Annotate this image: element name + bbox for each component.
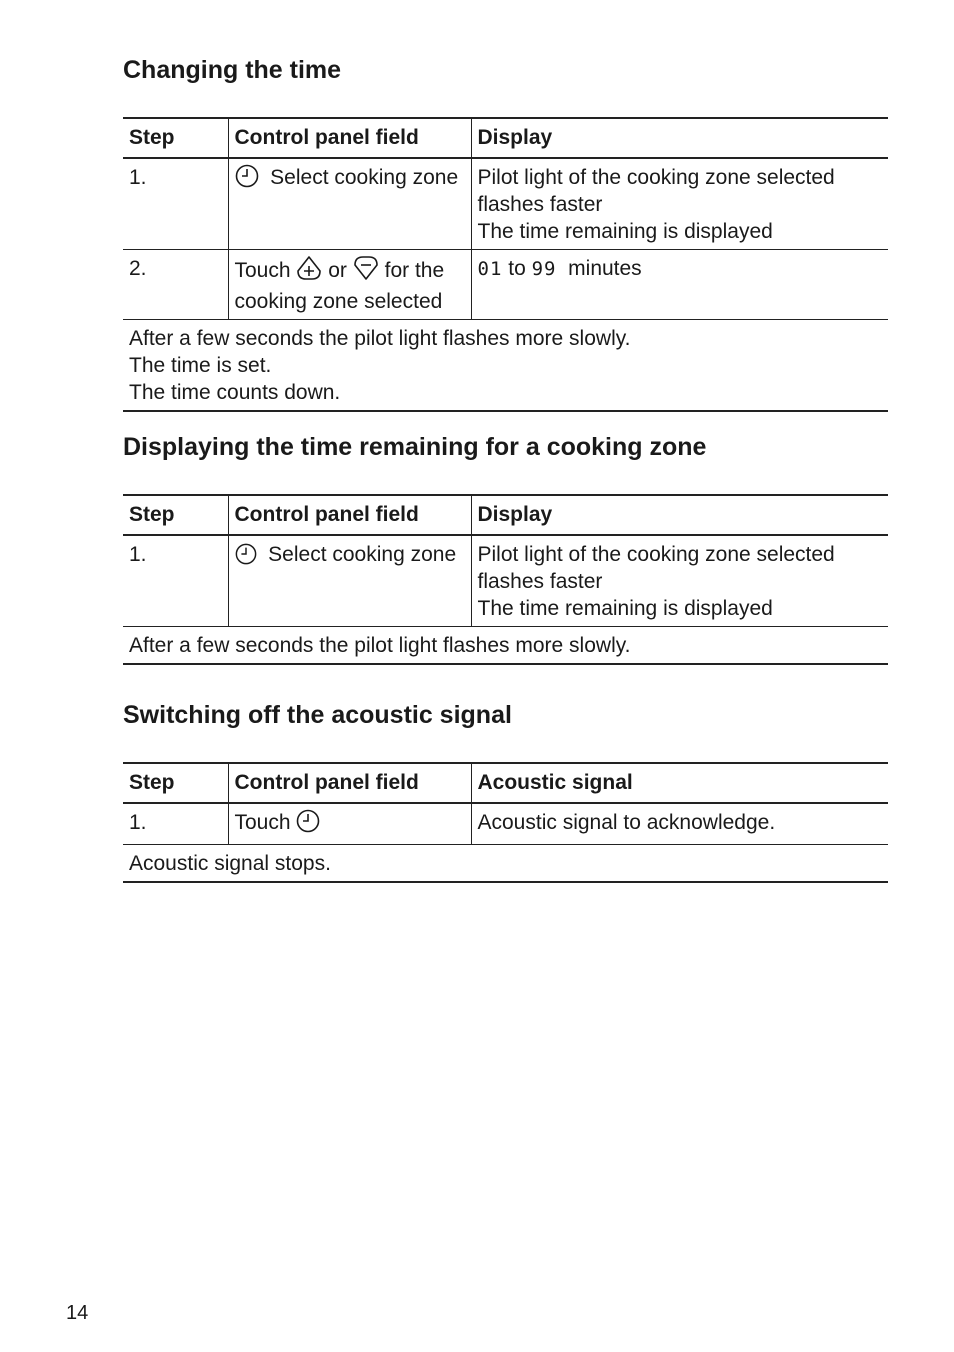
control-panel-field-cell [228, 158, 471, 250]
note-row [123, 627, 888, 665]
table-row [123, 803, 888, 845]
note-cell [123, 627, 888, 665]
table-row [123, 535, 888, 627]
note-line: After a few seconds the pilot light flashes more slowly. [129, 634, 631, 657]
field-rest-text: for the cooking zone selected [234, 259, 445, 313]
header-display: Display [471, 495, 888, 535]
header-control-panel-field: Control panel field [228, 118, 471, 158]
table-header-row [123, 763, 888, 803]
control-panel-field-cell [228, 803, 471, 845]
header-display: Display [471, 118, 888, 158]
note-line: The time counts down. [129, 381, 341, 404]
header-acoustic-signal: Acoustic signal [471, 763, 888, 803]
display-cell [471, 158, 888, 250]
to-text: to [508, 257, 526, 280]
display-line: Pilot light of the cooking zone selected flashes faster [477, 543, 835, 593]
clock-icon [235, 543, 257, 572]
table-header-row [123, 495, 888, 535]
acoustic-signal-table [123, 762, 888, 883]
control-panel-field-cell [228, 535, 471, 627]
page-number: 14 [66, 1302, 89, 1324]
display-line: Pilot light of the cooking zone selected flashes faster [477, 166, 835, 216]
field-text: Select cooking zone [268, 543, 457, 566]
header-step: Step [123, 118, 228, 158]
note-cell [123, 845, 888, 883]
table-row [123, 158, 888, 250]
step-number: 1. [123, 535, 228, 627]
touch-text: Touch [234, 811, 291, 834]
display-cell [471, 250, 888, 320]
header-step: Step [123, 763, 228, 803]
changing-time-table [123, 117, 888, 412]
display-line: The time remaining is displayed [477, 220, 773, 243]
section-title-acoustic-signal: Switching off the acoustic signal [123, 701, 512, 729]
display-line: The time remaining is displayed [477, 597, 773, 620]
note-line: The time is set. [129, 354, 272, 377]
section-title-changing-time: Changing the time [123, 56, 342, 84]
clock-icon [235, 164, 259, 195]
header-control-panel-field: Control panel field [228, 495, 471, 535]
note-row [123, 845, 888, 883]
seven-segment-from: 01 [477, 258, 503, 280]
header-control-panel-field: Control panel field [228, 763, 471, 803]
step-number: 1. [123, 158, 228, 250]
note-cell [123, 320, 888, 412]
displaying-time-table [123, 494, 888, 665]
plus-triangle-icon [296, 255, 322, 288]
unit-text: minutes [568, 257, 642, 280]
display-cell [471, 535, 888, 627]
note-line: After a few seconds the pilot light flashes more slowly. [129, 327, 631, 350]
field-text: Select cooking zone [270, 166, 459, 189]
step-number: 1. [123, 803, 228, 845]
header-step: Step [123, 495, 228, 535]
minus-triangle-icon [353, 255, 379, 288]
or-text: or [328, 259, 347, 282]
acoustic-signal-cell: Acoustic signal to acknowledge. [471, 803, 888, 845]
note-line: Acoustic signal stops. [129, 852, 331, 875]
note-row [123, 320, 888, 412]
touch-text: Touch [234, 259, 291, 282]
table-row [123, 250, 888, 320]
control-panel-field-cell [228, 250, 471, 320]
seven-segment-max: 99 [531, 258, 557, 280]
step-number: 2. [123, 250, 228, 320]
section-title-displaying-time: Displaying the time remaining for a cooking zone [123, 433, 707, 461]
table-header-row [123, 118, 888, 158]
clock-icon [296, 809, 320, 840]
